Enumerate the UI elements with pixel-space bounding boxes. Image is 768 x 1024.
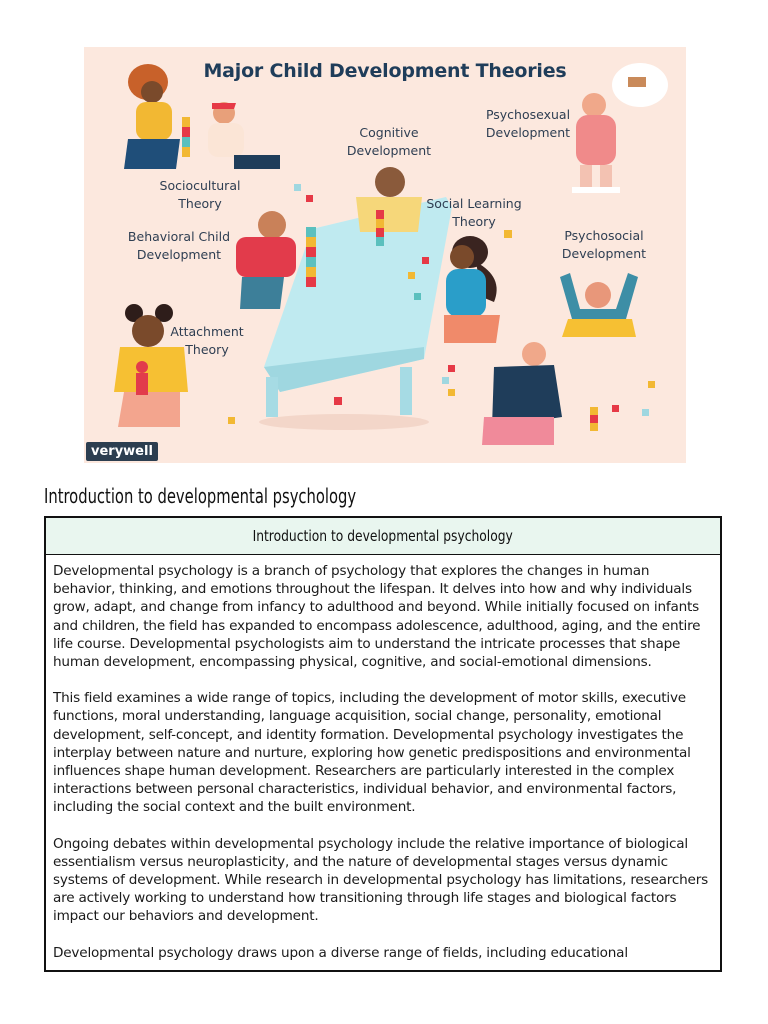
illustration-title: Major Child Development Theories (203, 60, 567, 82)
paragraph: Ongoing debates within developmental psychology include the relative importance of biological essentialism versus neuroplasticity, and the nature of developmental stages versus dynamic systems of development. While research in developmental psychology has limitations, researchers are actively working to understand how transitioning through life stages and biological factors impact our behaviors and development. (53, 835, 708, 925)
child-development-illustration (84, 47, 686, 463)
table-graphic (259, 197, 452, 430)
section-heading: Introduction to developmental psychology (44, 484, 357, 508)
box-title: Introduction to developmental psychology (252, 527, 514, 545)
crawling-child (482, 342, 598, 445)
label-attachment-theory: Attachment Theory (170, 324, 244, 357)
label-sociocultural-theory: Sociocultural Theory (159, 178, 241, 211)
social-learning-child (444, 236, 500, 343)
label-social-learning-theory: Social Learning Theory (426, 196, 522, 229)
verywell-logo: verywell (86, 442, 158, 461)
label-psychosexual-development: Psychosexual Development (485, 107, 571, 140)
paragraph: Developmental psychology draws upon a diverse range of fields, including educational (53, 944, 628, 961)
paragraph: Developmental psychology is a branch of psychology that explores the changes in human behavior, thinking, and emotions throughout the lifespan. It delves into how and why individuals grow, adapt, and change from infancy to adulthood and beyond. While initially focused on infants and children, the field has expanded to encompass adolescence, adulthood, aging, and the entire life course. Developmental psychologists aim to understand the intricate processes that shape human development, encompassing physical, cognitive, and social-emotional dimensions. (53, 563, 701, 671)
paragraph: This field examines a wide range of topics, including the development of motor skills, executive functions, moral understanding, language acquisition, social change, personality, emotional development, self-concept, and identity formation. Developmental psychology investigates the interplay between nature and nurture, exploring how genetic predispositions and environmental influences shape human development. Researchers are particularly interested in the complex interactions between personal characteristics, individual behavior, and environmental factors, including the social context and the built environment. (53, 690, 691, 816)
psychosexual-child (572, 63, 668, 193)
content-box (44, 516, 722, 972)
label-psychosocial-development: Psychosocial Development (561, 228, 647, 261)
psychosocial-child (560, 273, 638, 337)
box-header (46, 518, 720, 555)
label-behavioral-child-development: Behavioral Child Development (127, 229, 231, 262)
label-cognitive-development: Cognitive Development (346, 125, 432, 158)
box-body (46, 555, 720, 962)
